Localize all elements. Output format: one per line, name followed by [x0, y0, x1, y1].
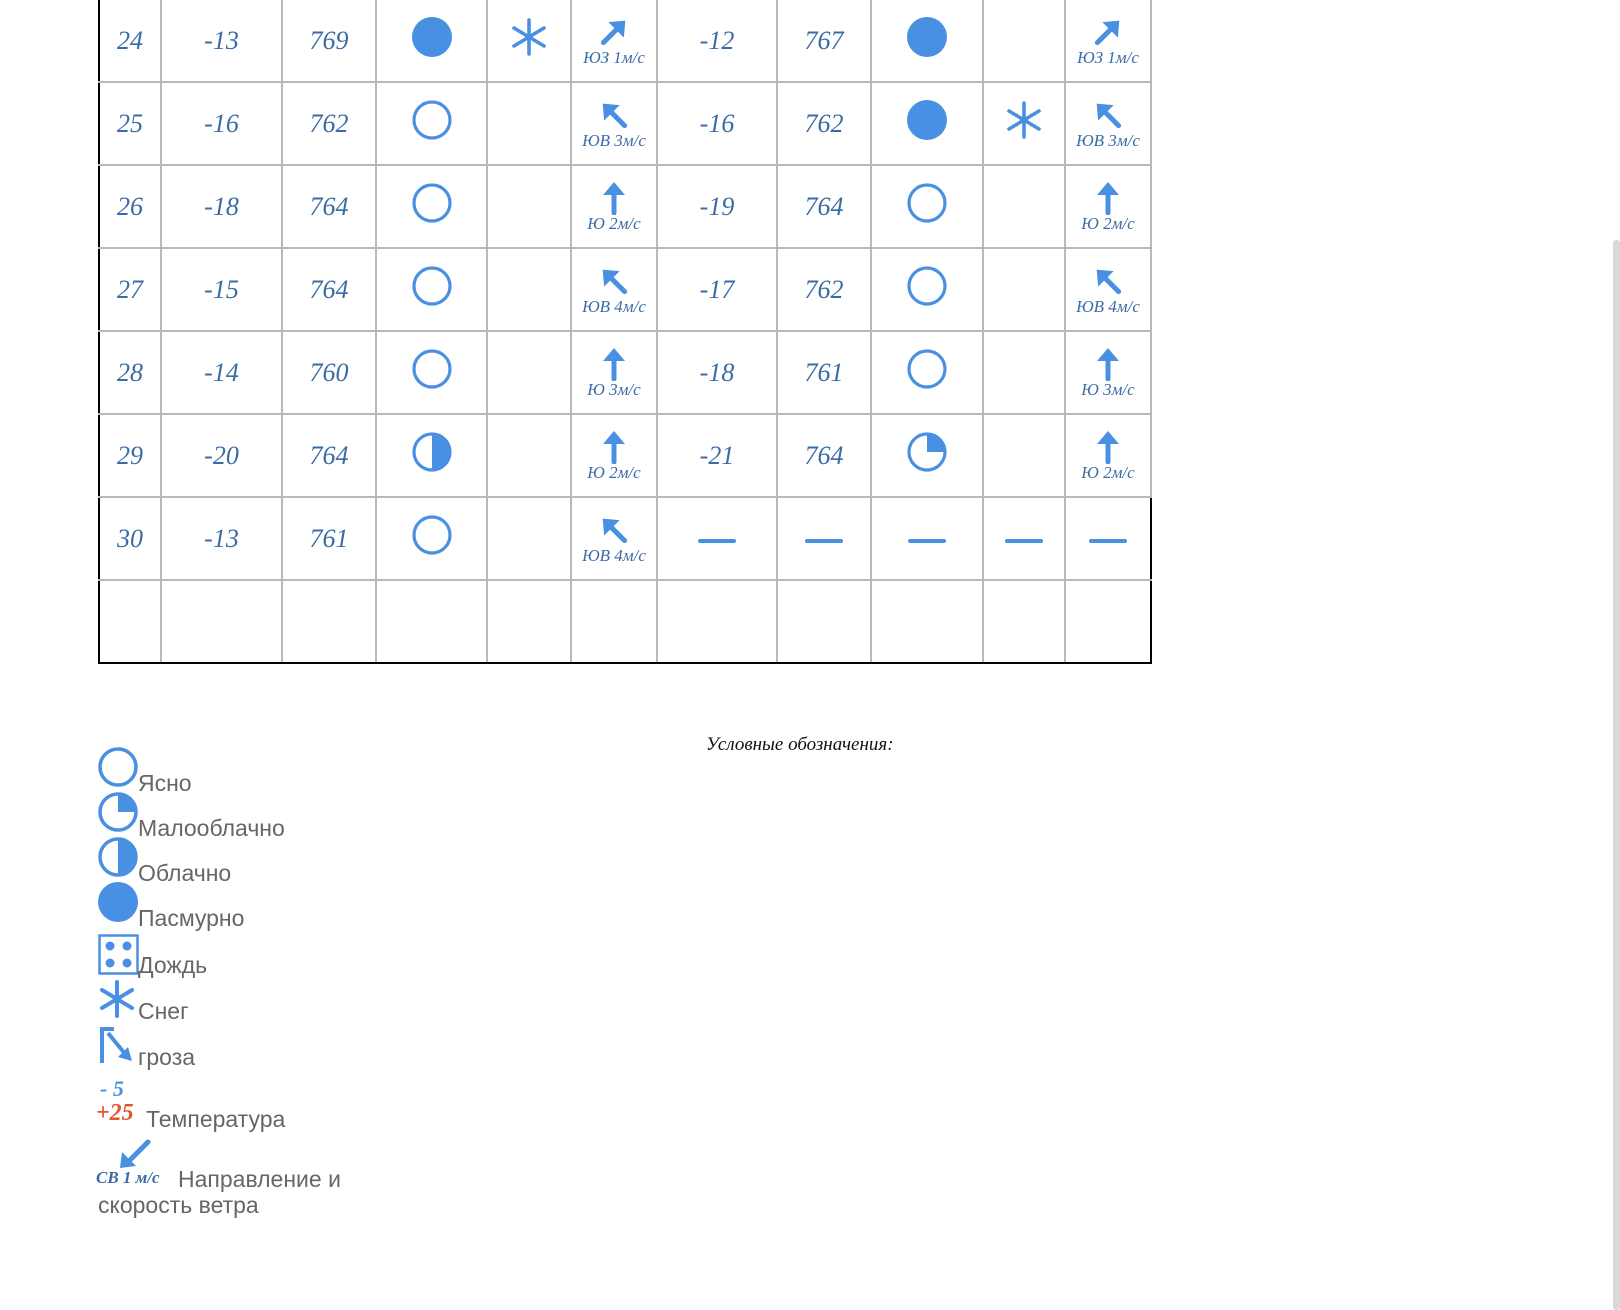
vertical-scrollbar[interactable]	[1613, 240, 1620, 1310]
legend-storm-label: гроза	[138, 1044, 196, 1070]
wind-arrow-n-icon	[1091, 181, 1125, 215]
cloudy-icon	[98, 836, 142, 880]
pressure-cell: 764	[777, 414, 871, 497]
day-cell	[99, 580, 161, 663]
legend-rain-label: Дождь	[138, 952, 208, 978]
cloud-cell	[871, 580, 983, 663]
day-cell: 24	[99, 0, 161, 82]
temperature-cell: -15	[161, 248, 282, 331]
pressure-cell: 764	[282, 414, 376, 497]
day-cell: 26	[99, 165, 161, 248]
wind-text: ЮВ 3м/с	[1076, 130, 1140, 150]
temperature-cell	[657, 580, 777, 663]
table-row	[99, 165, 1151, 248]
legend-storm	[98, 1025, 398, 1070]
precip-cell	[983, 248, 1065, 331]
wind-cell	[571, 331, 657, 414]
wind-text: Ю 2м/с	[1081, 462, 1135, 482]
wind-cell	[571, 580, 657, 663]
temperature-cell: -21	[657, 414, 777, 497]
day-cell: 27	[99, 248, 161, 331]
pressure-cell	[282, 580, 376, 663]
dash-icon	[805, 539, 843, 543]
wind-arrow-ne-icon	[597, 15, 631, 49]
precip-cell	[983, 580, 1065, 663]
wind-arrow-nw-icon	[1091, 264, 1125, 298]
day-cell: 30	[99, 497, 161, 580]
pressure-cell: 762	[777, 248, 871, 331]
dash-icon	[908, 539, 946, 543]
no-data-dash	[657, 497, 777, 580]
precip-cell	[487, 497, 571, 580]
weather-table-body	[99, 0, 1151, 663]
clear-icon	[410, 264, 454, 308]
precip-cell	[983, 414, 1065, 497]
wind-arrow-nw-icon	[597, 98, 631, 132]
overcast-icon	[905, 98, 949, 142]
overcast-icon	[410, 15, 454, 59]
precip-cell	[983, 82, 1065, 165]
temperature-cell	[161, 580, 282, 663]
snow-icon	[508, 16, 550, 58]
temperature-cell: -17	[657, 248, 777, 331]
rain-icon	[98, 934, 142, 978]
wind-text: Ю 2м/с	[587, 462, 641, 482]
legend-cloudy	[98, 836, 398, 886]
legend-snow-label: Снег	[138, 998, 189, 1024]
dash-icon	[1089, 539, 1127, 543]
pressure-cell: 761	[282, 497, 376, 580]
pressure-cell: 761	[777, 331, 871, 414]
precip-cell	[487, 165, 571, 248]
overcast-icon	[98, 881, 142, 925]
overcast-icon	[905, 15, 949, 59]
wind-text: ЮВ 4м/с	[582, 296, 646, 316]
precip-cell	[983, 165, 1065, 248]
no-data-dash	[871, 497, 983, 580]
clear-icon	[905, 264, 949, 308]
table-row	[99, 331, 1151, 414]
wind-cell	[571, 414, 657, 497]
temp-plus-sample: +25	[96, 1100, 134, 1126]
wind-text: ЮВ 4м/с	[582, 545, 646, 565]
wind-cell	[1065, 0, 1151, 82]
pressure-cell: 764	[777, 165, 871, 248]
wind-arrow-n-icon	[1091, 347, 1125, 381]
table-row	[99, 82, 1151, 165]
cloud-cell	[376, 0, 487, 82]
day-cell: 25	[99, 82, 161, 165]
wind-text: ЮВ 4м/с	[1076, 296, 1140, 316]
wind-cell	[1065, 414, 1151, 497]
weather-table	[98, 0, 1152, 664]
clear-icon	[410, 98, 454, 142]
clear-sky-icon	[98, 746, 142, 790]
legend-cloudy-label: Облачно	[138, 860, 232, 886]
partly-cloudy-icon	[98, 791, 142, 835]
precip-cell	[487, 414, 571, 497]
legend-temperature-label: Температура	[146, 1106, 286, 1132]
clear-icon	[905, 347, 949, 391]
wind-text: Ю 3м/с	[1081, 379, 1135, 399]
cloud-cell	[376, 248, 487, 331]
clear-icon	[410, 347, 454, 391]
precip-cell	[487, 248, 571, 331]
wind-arrow-nw-icon	[597, 513, 631, 547]
cloud-cell	[871, 82, 983, 165]
cloud-cell	[376, 497, 487, 580]
precip-cell	[983, 331, 1065, 414]
wind-cell	[1065, 331, 1151, 414]
precip-cell	[487, 0, 571, 82]
legend-partly-label: Малооблачно	[138, 815, 285, 841]
temperature-cell: -19	[657, 165, 777, 248]
pressure-cell: 764	[282, 165, 376, 248]
cloud-cell	[871, 165, 983, 248]
pressure-cell: 762	[282, 82, 376, 165]
dash-icon	[698, 539, 736, 543]
wind-arrow-ne-icon	[1091, 15, 1125, 49]
wind-sample-text: СВ 1 м/с	[96, 1168, 160, 1187]
wind-cell	[1065, 580, 1151, 663]
wind-arrow-nw-icon	[1091, 98, 1125, 132]
cloud-cell	[376, 580, 487, 663]
clear-icon	[410, 181, 454, 225]
wind-text: Ю 3м/с	[587, 379, 641, 399]
temperature-cell: -16	[161, 82, 282, 165]
wind-cell	[571, 497, 657, 580]
snow-icon	[1003, 99, 1045, 141]
table-row	[99, 0, 1151, 82]
day-cell: 29	[99, 414, 161, 497]
legend-overcast	[98, 881, 398, 931]
wind-arrow-n-icon	[597, 430, 631, 464]
cloud-cell	[871, 331, 983, 414]
temperature-cell: -12	[657, 0, 777, 82]
no-data-dash	[777, 497, 871, 580]
wind-text: ЮВ 3м/с	[582, 130, 646, 150]
wind-arrow-nw-icon	[597, 264, 631, 298]
wind-text: Ю 2м/с	[587, 213, 641, 233]
table-row	[99, 414, 1151, 497]
pressure-cell	[777, 580, 871, 663]
precip-cell	[487, 580, 571, 663]
wind-text: Ю 2м/с	[1081, 213, 1135, 233]
partly-icon	[905, 430, 949, 474]
legend-partly	[98, 791, 398, 841]
pressure-cell: 767	[777, 0, 871, 82]
temperature-cell: -13	[161, 0, 282, 82]
legend-clear	[98, 746, 398, 796]
legend-rain	[98, 934, 398, 976]
wind-arrow-n-icon	[1091, 430, 1125, 464]
no-data-dash	[1065, 497, 1151, 580]
wind-text: ЮЗ 1м/с	[583, 47, 645, 67]
wind-cell	[571, 0, 657, 82]
legend-wind	[98, 1138, 418, 1228]
pressure-cell: 760	[282, 331, 376, 414]
legend-overcast-label: Пасмурно	[138, 905, 245, 931]
table-row	[99, 497, 1151, 580]
temperature-cell: -18	[657, 331, 777, 414]
cloud-cell	[871, 248, 983, 331]
precip-cell	[983, 0, 1065, 82]
cloud-cell	[376, 414, 487, 497]
wind-cell	[1065, 82, 1151, 165]
legend-title: Условные обозначения:	[706, 734, 894, 755]
clear-icon	[410, 513, 454, 557]
wind-cell	[571, 248, 657, 331]
no-data-dash	[983, 497, 1065, 580]
cloud-cell	[871, 414, 983, 497]
pressure-cell: 762	[777, 82, 871, 165]
temperature-cell: -14	[161, 331, 282, 414]
temperature-cell: -16	[657, 82, 777, 165]
temperature-cell: -20	[161, 414, 282, 497]
temperature-cell: -13	[161, 497, 282, 580]
wind-cell	[1065, 165, 1151, 248]
clear-icon	[905, 181, 949, 225]
pressure-cell: 769	[282, 0, 376, 82]
cloud-cell	[376, 82, 487, 165]
temp-minus-sample: - 5	[100, 1076, 124, 1101]
cloudy-icon	[410, 430, 454, 474]
temperature-cell: -18	[161, 165, 282, 248]
legend-wind-label-1: Направление и	[178, 1166, 341, 1192]
wind-cell	[571, 165, 657, 248]
legend-temperature	[98, 1076, 398, 1138]
table-row	[99, 580, 1151, 663]
cloud-cell	[871, 0, 983, 82]
wind-cell	[1065, 248, 1151, 331]
dash-icon	[1005, 539, 1043, 543]
day-cell: 28	[99, 331, 161, 414]
wind-arrow-n-icon	[597, 181, 631, 215]
pressure-cell: 764	[282, 248, 376, 331]
wind-text: ЮЗ 1м/с	[1077, 47, 1139, 67]
thunderstorm-icon	[98, 1025, 142, 1069]
cloud-cell	[376, 165, 487, 248]
snow-icon	[98, 980, 142, 1024]
table-row	[99, 248, 1151, 331]
precip-cell	[487, 82, 571, 165]
legend-wind-label-2: скорость ветра	[98, 1192, 259, 1218]
wind-cell	[571, 82, 657, 165]
precip-cell	[487, 331, 571, 414]
cloud-cell	[376, 331, 487, 414]
legend-clear-label: Ясно	[138, 770, 192, 796]
wind-arrow-n-icon	[597, 347, 631, 381]
legend-snow	[98, 980, 398, 1022]
